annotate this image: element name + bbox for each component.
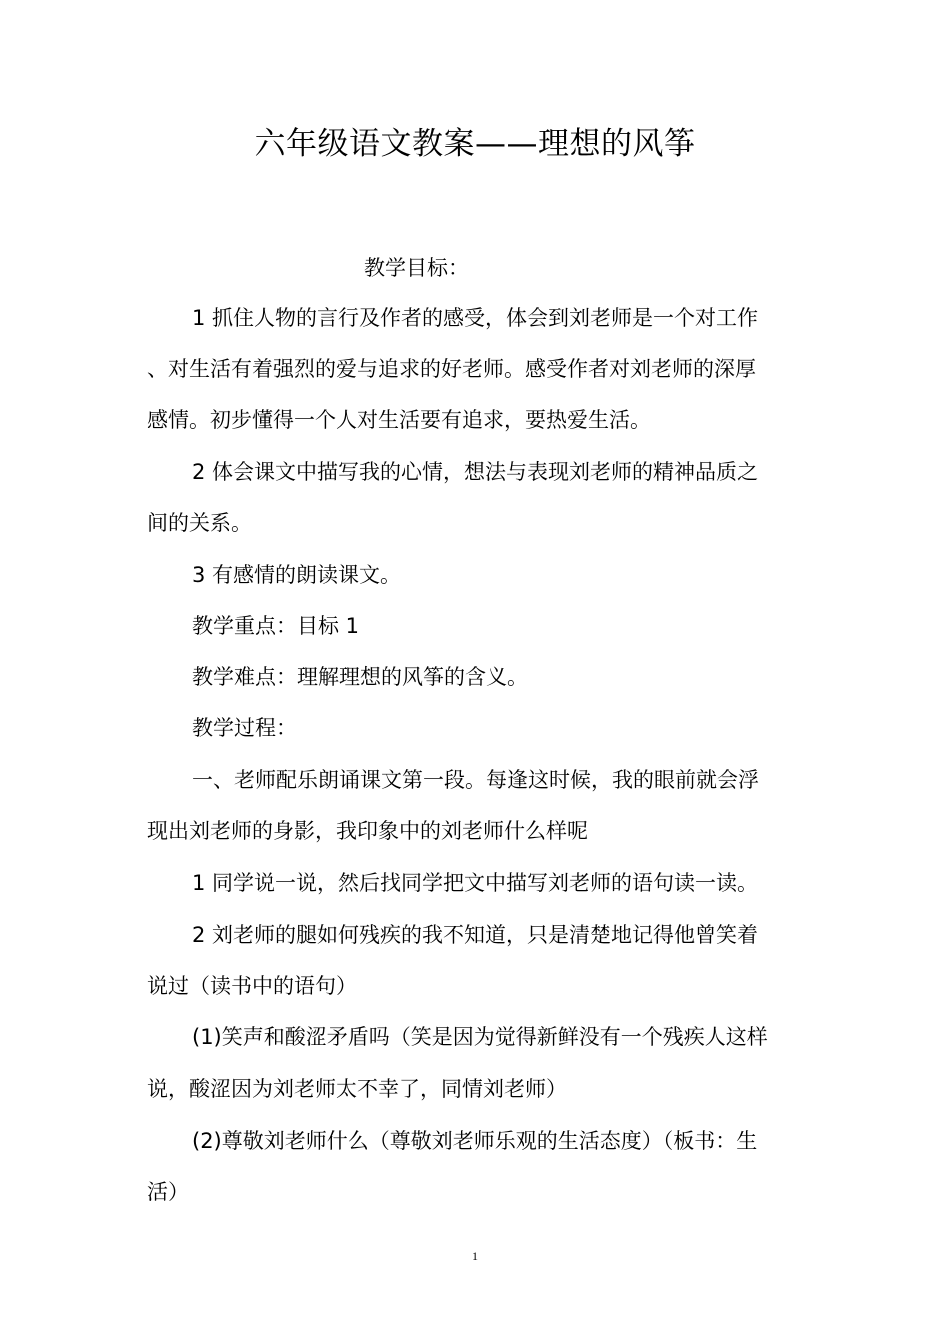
process-heading: 教学过程： [192,716,297,740]
paragraph-line: 间的关系。 [147,511,252,535]
paragraph-line: 1 同学说一说，然后找同学把文中描写刘老师的语句读一读。 [192,871,759,895]
paragraph-line: 1 抓住人物的言行及作者的感受，体会到刘老师是一个对工作 [192,306,759,330]
paragraph-line: 现出刘老师的身影，我印象中的刘老师什么样呢 [147,819,588,843]
difficulty-line: 教学难点：理解理想的风筝的含义。 [192,665,528,689]
paragraph-line: 3 有感情的朗读课文。 [192,563,402,587]
paragraph-line: (1)笑声和酸涩矛盾吗（笑是因为觉得新鲜没有一个残疾人这样 [192,1025,768,1049]
page-number: 1 [472,1249,478,1263]
key-point-line: 教学重点：目标 1 [192,614,360,638]
paragraph-line: (2)尊敬刘老师什么（尊敬刘老师乐观的生活态度）（板书：生 [192,1129,758,1153]
objectives-heading: 教学目标： [364,256,469,280]
paragraph-line: 、对生活有着强烈的爱与追求的好老师。感受作者对刘老师的深厚 [147,357,756,381]
paragraph-line: 一、老师配乐朗诵课文第一段。每逢这时候，我的眼前就会浮 [192,768,759,792]
paragraph-line: 说，酸涩因为刘老师太不幸了，同情刘老师） [147,1077,567,1101]
paragraph-line: 2 刘老师的腿如何残疾的我不知道，只是清楚地记得他曾笑着 [192,923,759,947]
paragraph-line: 说过（读书中的语句） [147,974,357,998]
paragraph-line: 活） [147,1180,189,1204]
document-title: 六年级语文教案——理想的风筝 [254,126,696,162]
paragraph-line: 感情。初步懂得一个人对生活要有追求，要热爱生活。 [147,408,651,432]
paragraph-line: 2 体会课文中描写我的心情，想法与表现刘老师的精神品质之 [192,460,759,484]
